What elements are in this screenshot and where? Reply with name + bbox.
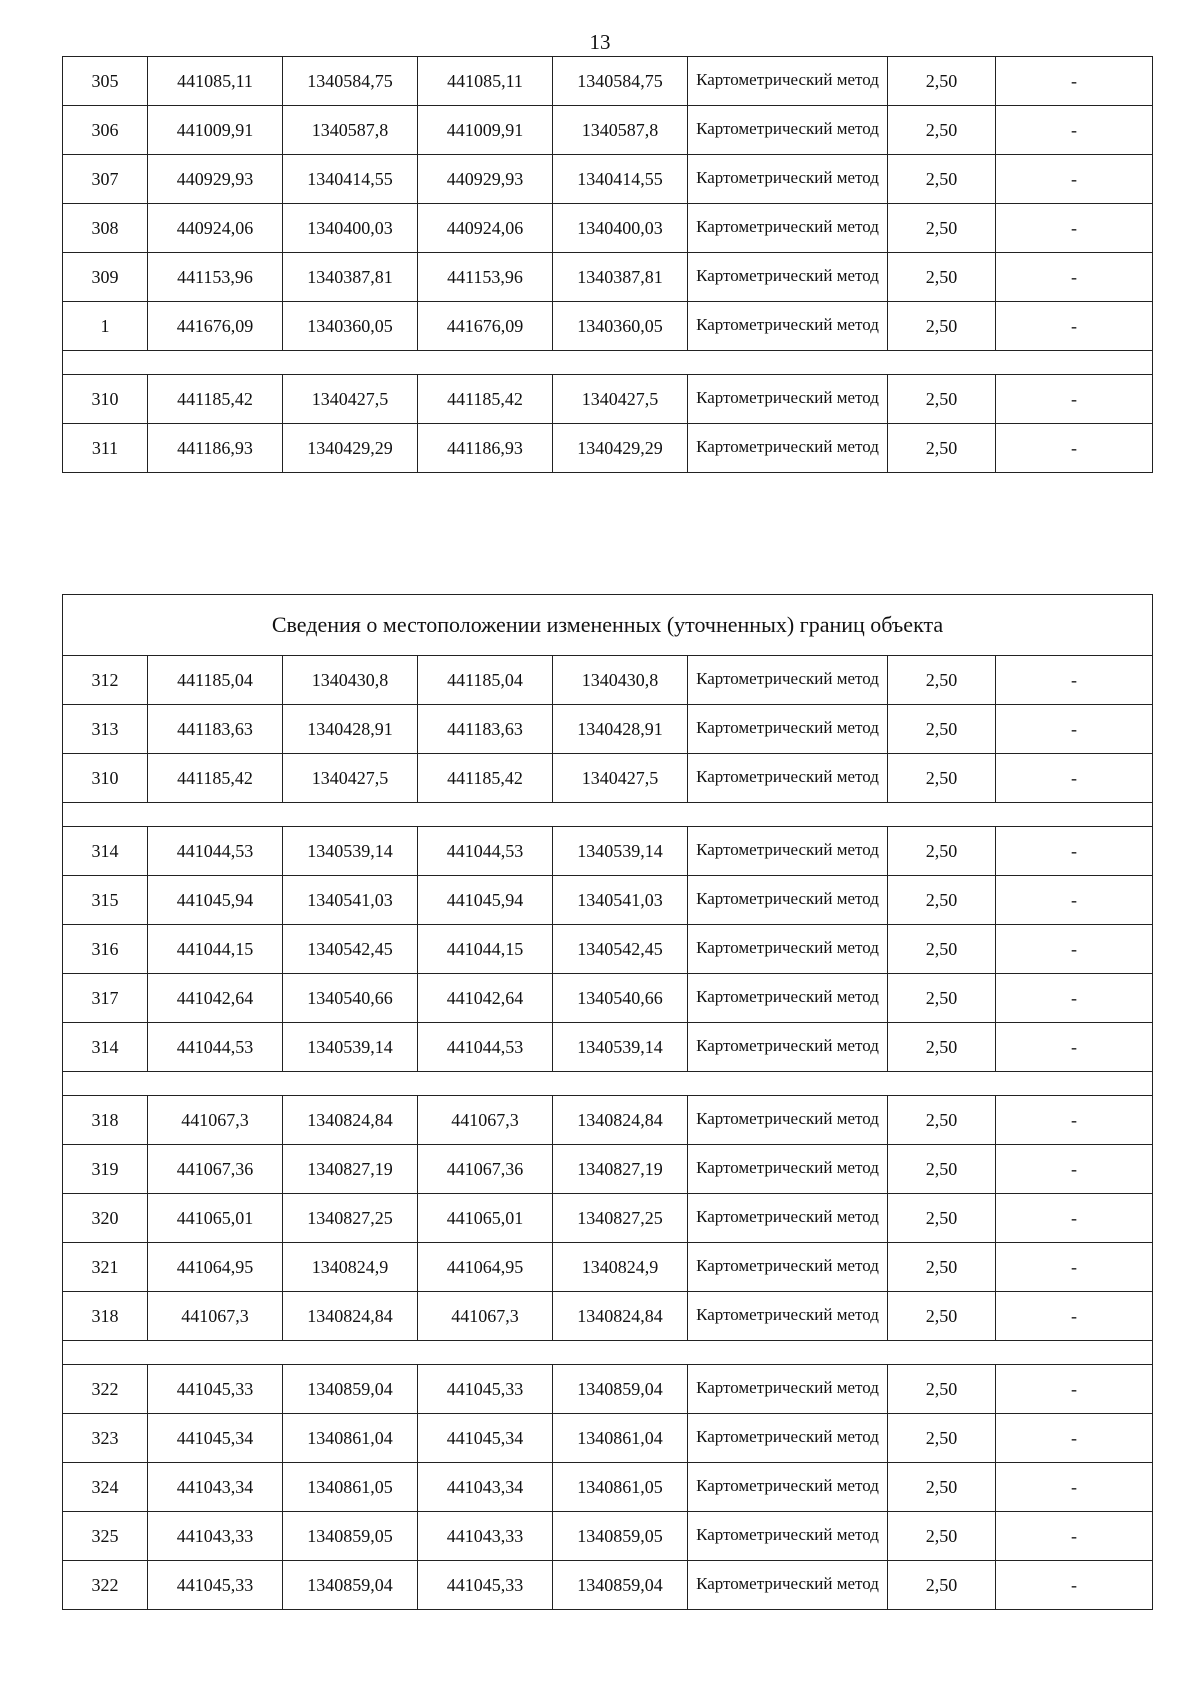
method-text: Картометрический метод <box>696 167 879 187</box>
y-coordinate-existing-cell: 1340428,91 <box>283 705 418 754</box>
point-number-cell: 321 <box>63 1243 148 1292</box>
y-coordinate-refined-cell: 1340539,14 <box>553 827 688 876</box>
method-text: Картометрический метод <box>696 717 879 737</box>
point-description-cell: - <box>996 1463 1153 1512</box>
method-text: Картометрический метод <box>696 69 879 89</box>
x-coordinate-existing-cell: 440929,93 <box>148 155 283 204</box>
x-coordinate-existing-cell: 441065,01 <box>148 1194 283 1243</box>
point-description-cell: - <box>996 155 1153 204</box>
y-coordinate-existing-cell: 1340859,05 <box>283 1512 418 1561</box>
point-number-cell: 314 <box>63 1023 148 1072</box>
point-number-cell: 322 <box>63 1365 148 1414</box>
point-number-cell: 322 <box>63 1561 148 1610</box>
determination-method-cell <box>688 1023 888 1072</box>
y-coordinate-existing-cell: 1340824,84 <box>283 1292 418 1341</box>
position-error-cell: 2,50 <box>888 1096 996 1145</box>
method-text: Картометрический метод <box>696 314 879 334</box>
x-coordinate-refined-cell: 440924,06 <box>418 204 553 253</box>
point-description-cell: - <box>996 106 1153 155</box>
x-coordinate-existing-cell: 441153,96 <box>148 253 283 302</box>
y-coordinate-existing-cell: 1340861,05 <box>283 1463 418 1512</box>
point-number-cell: 306 <box>63 106 148 155</box>
x-coordinate-existing-cell: 441676,09 <box>148 302 283 351</box>
point-description-cell: - <box>996 424 1153 473</box>
point-number-cell: 325 <box>63 1512 148 1561</box>
table-row <box>63 754 1153 803</box>
position-error-cell: 2,50 <box>888 1292 996 1341</box>
table-row <box>63 204 1153 253</box>
y-coordinate-refined-cell: 1340859,05 <box>553 1512 688 1561</box>
point-number-cell: 307 <box>63 155 148 204</box>
table-row <box>63 925 1153 974</box>
table-row <box>63 876 1153 925</box>
method-text: Картометрический метод <box>696 1426 879 1446</box>
point-description-cell: - <box>996 1096 1153 1145</box>
y-coordinate-existing-cell: 1340387,81 <box>283 253 418 302</box>
method-text: Картометрический метод <box>696 888 879 908</box>
point-description-cell: - <box>996 974 1153 1023</box>
separator-cell <box>63 803 1153 827</box>
point-number-cell: 313 <box>63 705 148 754</box>
position-error-cell: 2,50 <box>888 1463 996 1512</box>
determination-method-cell <box>688 155 888 204</box>
position-error-cell: 2,50 <box>888 253 996 302</box>
x-coordinate-refined-cell: 441044,53 <box>418 1023 553 1072</box>
point-number-cell: 310 <box>63 754 148 803</box>
x-coordinate-existing-cell: 441045,94 <box>148 876 283 925</box>
point-description-cell: - <box>996 1292 1153 1341</box>
x-coordinate-existing-cell: 441043,34 <box>148 1463 283 1512</box>
point-number-cell: 315 <box>63 876 148 925</box>
y-coordinate-existing-cell: 1340414,55 <box>283 155 418 204</box>
x-coordinate-refined-cell: 441067,36 <box>418 1145 553 1194</box>
y-coordinate-refined-cell: 1340400,03 <box>553 204 688 253</box>
table-row <box>63 1365 1153 1414</box>
x-coordinate-existing-cell: 441067,3 <box>148 1292 283 1341</box>
position-error-cell: 2,50 <box>888 974 996 1023</box>
table-row <box>63 1145 1153 1194</box>
point-number-cell: 318 <box>63 1096 148 1145</box>
x-coordinate-refined-cell: 441185,04 <box>418 656 553 705</box>
point-description-cell: - <box>996 204 1153 253</box>
position-error-cell: 2,50 <box>888 754 996 803</box>
point-description-cell: - <box>996 1194 1153 1243</box>
point-number-cell: 309 <box>63 253 148 302</box>
method-text: Картометрический метод <box>696 839 879 859</box>
point-description-cell: - <box>996 754 1153 803</box>
x-coordinate-existing-cell: 441045,33 <box>148 1561 283 1610</box>
y-coordinate-existing-cell: 1340539,14 <box>283 827 418 876</box>
x-coordinate-existing-cell: 441183,63 <box>148 705 283 754</box>
method-text: Картометрический метод <box>696 1377 879 1397</box>
point-number-cell: 323 <box>63 1414 148 1463</box>
x-coordinate-existing-cell: 440924,06 <box>148 204 283 253</box>
separator-row <box>63 803 1153 827</box>
table-row <box>63 424 1153 473</box>
x-coordinate-refined-cell: 441045,34 <box>418 1414 553 1463</box>
position-error-cell: 2,50 <box>888 827 996 876</box>
point-description-cell: - <box>996 57 1153 106</box>
method-text: Картометрический метод <box>696 1206 879 1226</box>
point-number-cell: 305 <box>63 57 148 106</box>
point-description-cell: - <box>996 1023 1153 1072</box>
table-row <box>63 974 1153 1023</box>
method-text: Картометрический метод <box>696 1524 879 1544</box>
point-number-cell: 324 <box>63 1463 148 1512</box>
point-description-cell: - <box>996 1243 1153 1292</box>
position-error-cell: 2,50 <box>888 1512 996 1561</box>
determination-method-cell <box>688 57 888 106</box>
point-number-cell: 317 <box>63 974 148 1023</box>
method-text: Картометрический метод <box>696 1108 879 1128</box>
table-row <box>63 705 1153 754</box>
point-number-cell: 314 <box>63 827 148 876</box>
y-coordinate-refined-cell: 1340387,81 <box>553 253 688 302</box>
y-coordinate-existing-cell: 1340400,03 <box>283 204 418 253</box>
method-text: Картометрический метод <box>696 216 879 236</box>
point-description-cell: - <box>996 1512 1153 1561</box>
position-error-cell: 2,50 <box>888 876 996 925</box>
x-coordinate-refined-cell: 441067,3 <box>418 1096 553 1145</box>
point-description-cell: - <box>996 705 1153 754</box>
y-coordinate-existing-cell: 1340859,04 <box>283 1561 418 1610</box>
position-error-cell: 2,50 <box>888 925 996 974</box>
position-error-cell: 2,50 <box>888 1365 996 1414</box>
y-coordinate-refined-cell: 1340859,04 <box>553 1561 688 1610</box>
table-row <box>63 1194 1153 1243</box>
method-text: Картометрический метод <box>696 1035 879 1055</box>
x-coordinate-existing-cell: 441044,53 <box>148 827 283 876</box>
x-coordinate-existing-cell: 441009,91 <box>148 106 283 155</box>
determination-method-cell <box>688 1292 888 1341</box>
position-error-cell: 2,50 <box>888 204 996 253</box>
table-row <box>63 106 1153 155</box>
y-coordinate-existing-cell: 1340541,03 <box>283 876 418 925</box>
method-text: Картометрический метод <box>696 387 879 407</box>
determination-method-cell <box>688 1194 888 1243</box>
y-coordinate-existing-cell: 1340584,75 <box>283 57 418 106</box>
y-coordinate-refined-cell: 1340861,04 <box>553 1414 688 1463</box>
y-coordinate-refined-cell: 1340827,19 <box>553 1145 688 1194</box>
y-coordinate-refined-cell: 1340584,75 <box>553 57 688 106</box>
position-error-cell: 2,50 <box>888 106 996 155</box>
method-text: Картометрический метод <box>696 265 879 285</box>
y-coordinate-refined-cell: 1340427,5 <box>553 375 688 424</box>
x-coordinate-existing-cell: 441085,11 <box>148 57 283 106</box>
position-error-cell: 2,50 <box>888 57 996 106</box>
method-text: Картометрический метод <box>696 1157 879 1177</box>
separator-cell <box>63 351 1153 375</box>
separator-cell <box>63 1341 1153 1365</box>
point-description-cell: - <box>996 253 1153 302</box>
determination-method-cell <box>688 424 888 473</box>
point-description-cell: - <box>996 302 1153 351</box>
method-text: Картометрический метод <box>696 1304 879 1324</box>
y-coordinate-existing-cell: 1340824,84 <box>283 1096 418 1145</box>
x-coordinate-refined-cell: 441043,33 <box>418 1512 553 1561</box>
position-error-cell: 2,50 <box>888 1194 996 1243</box>
x-coordinate-refined-cell: 441009,91 <box>418 106 553 155</box>
x-coordinate-refined-cell: 441067,3 <box>418 1292 553 1341</box>
determination-method-cell <box>688 1463 888 1512</box>
y-coordinate-existing-cell: 1340587,8 <box>283 106 418 155</box>
y-coordinate-existing-cell: 1340827,19 <box>283 1145 418 1194</box>
y-coordinate-refined-cell: 1340428,91 <box>553 705 688 754</box>
method-text: Картометрический метод <box>696 766 879 786</box>
y-coordinate-existing-cell: 1340429,29 <box>283 424 418 473</box>
determination-method-cell <box>688 876 888 925</box>
y-coordinate-refined-cell: 1340827,25 <box>553 1194 688 1243</box>
point-description-cell: - <box>996 1414 1153 1463</box>
point-description-cell: - <box>996 1145 1153 1194</box>
x-coordinate-refined-cell: 441044,53 <box>418 827 553 876</box>
method-text: Картометрический метод <box>696 668 879 688</box>
separator-row <box>63 1341 1153 1365</box>
method-text: Картометрический метод <box>696 1255 879 1275</box>
position-error-cell: 2,50 <box>888 1414 996 1463</box>
x-coordinate-refined-cell: 441085,11 <box>418 57 553 106</box>
point-number-cell: 312 <box>63 656 148 705</box>
y-coordinate-refined-cell: 1340430,8 <box>553 656 688 705</box>
point-description-cell: - <box>996 375 1153 424</box>
x-coordinate-refined-cell: 441045,33 <box>418 1365 553 1414</box>
point-description-cell: - <box>996 656 1153 705</box>
point-number-cell: 320 <box>63 1194 148 1243</box>
determination-method-cell <box>688 204 888 253</box>
y-coordinate-refined-cell: 1340541,03 <box>553 876 688 925</box>
y-coordinate-existing-cell: 1340861,04 <box>283 1414 418 1463</box>
x-coordinate-existing-cell: 441064,95 <box>148 1243 283 1292</box>
determination-method-cell <box>688 1414 888 1463</box>
changed-boundaries-table <box>62 594 1153 1610</box>
y-coordinate-refined-cell: 1340824,84 <box>553 1292 688 1341</box>
y-coordinate-refined-cell: 1340414,55 <box>553 155 688 204</box>
y-coordinate-refined-cell: 1340859,04 <box>553 1365 688 1414</box>
method-text: Картометрический метод <box>696 1573 879 1593</box>
determination-method-cell <box>688 302 888 351</box>
y-coordinate-existing-cell: 1340859,04 <box>283 1365 418 1414</box>
table-row <box>63 1292 1153 1341</box>
y-coordinate-existing-cell: 1340540,66 <box>283 974 418 1023</box>
table-row <box>63 375 1153 424</box>
method-text: Картометрический метод <box>696 986 879 1006</box>
table-row <box>63 1561 1153 1610</box>
y-coordinate-refined-cell: 1340824,9 <box>553 1243 688 1292</box>
x-coordinate-refined-cell: 440929,93 <box>418 155 553 204</box>
x-coordinate-refined-cell: 441186,93 <box>418 424 553 473</box>
method-text: Картометрический метод <box>696 937 879 957</box>
x-coordinate-existing-cell: 441044,53 <box>148 1023 283 1072</box>
point-description-cell: - <box>996 1561 1153 1610</box>
table-row <box>63 155 1153 204</box>
position-error-cell: 2,50 <box>888 705 996 754</box>
x-coordinate-existing-cell: 441186,93 <box>148 424 283 473</box>
y-coordinate-refined-cell: 1340542,45 <box>553 925 688 974</box>
position-error-cell: 2,50 <box>888 302 996 351</box>
determination-method-cell <box>688 656 888 705</box>
x-coordinate-refined-cell: 441153,96 <box>418 253 553 302</box>
method-text: Картометрический метод <box>696 1475 879 1495</box>
point-description-cell: - <box>996 925 1153 974</box>
y-coordinate-existing-cell: 1340824,9 <box>283 1243 418 1292</box>
position-error-cell: 2,50 <box>888 1243 996 1292</box>
x-coordinate-refined-cell: 441044,15 <box>418 925 553 974</box>
coordinates-table-continued <box>62 56 1153 473</box>
table-row <box>63 1512 1153 1561</box>
determination-method-cell <box>688 1365 888 1414</box>
y-coordinate-existing-cell: 1340542,45 <box>283 925 418 974</box>
determination-method-cell <box>688 754 888 803</box>
separator-cell <box>63 1072 1153 1096</box>
table-row <box>63 1463 1153 1512</box>
table-row <box>63 1023 1153 1072</box>
x-coordinate-existing-cell: 441045,34 <box>148 1414 283 1463</box>
point-number-cell: 1 <box>63 302 148 351</box>
position-error-cell: 2,50 <box>888 1561 996 1610</box>
determination-method-cell <box>688 1145 888 1194</box>
separator-row <box>63 1072 1153 1096</box>
table-row <box>63 656 1153 705</box>
y-coordinate-refined-cell: 1340587,8 <box>553 106 688 155</box>
table-body <box>63 57 1153 473</box>
table-title: Сведения о местоположении измененных (уточненных) границ объекта <box>63 595 1153 656</box>
position-error-cell: 2,50 <box>888 1023 996 1072</box>
x-coordinate-existing-cell: 441045,33 <box>148 1365 283 1414</box>
point-description-cell: - <box>996 876 1153 925</box>
method-text: Картометрический метод <box>696 436 879 456</box>
determination-method-cell <box>688 827 888 876</box>
y-coordinate-existing-cell: 1340827,25 <box>283 1194 418 1243</box>
x-coordinate-refined-cell: 441045,33 <box>418 1561 553 1610</box>
point-number-cell: 310 <box>63 375 148 424</box>
x-coordinate-refined-cell: 441185,42 <box>418 375 553 424</box>
y-coordinate-refined-cell: 1340360,05 <box>553 302 688 351</box>
x-coordinate-refined-cell: 441183,63 <box>418 705 553 754</box>
table-row <box>63 302 1153 351</box>
x-coordinate-refined-cell: 441045,94 <box>418 876 553 925</box>
point-description-cell: - <box>996 827 1153 876</box>
point-number-cell: 308 <box>63 204 148 253</box>
x-coordinate-refined-cell: 441065,01 <box>418 1194 553 1243</box>
determination-method-cell <box>688 1243 888 1292</box>
determination-method-cell <box>688 1096 888 1145</box>
page-number: 13 <box>589 30 611 54</box>
x-coordinate-refined-cell: 441064,95 <box>418 1243 553 1292</box>
y-coordinate-existing-cell: 1340539,14 <box>283 1023 418 1072</box>
table-row <box>63 1243 1153 1292</box>
y-coordinate-existing-cell: 1340427,5 <box>283 754 418 803</box>
y-coordinate-refined-cell: 1340427,5 <box>553 754 688 803</box>
x-coordinate-existing-cell: 441042,64 <box>148 974 283 1023</box>
x-coordinate-existing-cell: 441067,36 <box>148 1145 283 1194</box>
x-coordinate-existing-cell: 441067,3 <box>148 1096 283 1145</box>
y-coordinate-refined-cell: 1340824,84 <box>553 1096 688 1145</box>
x-coordinate-existing-cell: 441185,42 <box>148 754 283 803</box>
determination-method-cell <box>688 106 888 155</box>
position-error-cell: 2,50 <box>888 656 996 705</box>
x-coordinate-existing-cell: 441043,33 <box>148 1512 283 1561</box>
determination-method-cell <box>688 1561 888 1610</box>
determination-method-cell <box>688 974 888 1023</box>
table-body <box>63 595 1153 1610</box>
point-number-cell: 318 <box>63 1292 148 1341</box>
table-row <box>63 1096 1153 1145</box>
y-coordinate-existing-cell: 1340430,8 <box>283 656 418 705</box>
determination-method-cell <box>688 1512 888 1561</box>
determination-method-cell <box>688 705 888 754</box>
table-title-row <box>63 595 1153 656</box>
y-coordinate-refined-cell: 1340861,05 <box>553 1463 688 1512</box>
determination-method-cell <box>688 253 888 302</box>
position-error-cell: 2,50 <box>888 424 996 473</box>
x-coordinate-refined-cell: 441676,09 <box>418 302 553 351</box>
position-error-cell: 2,50 <box>888 1145 996 1194</box>
y-coordinate-refined-cell: 1340429,29 <box>553 424 688 473</box>
method-text: Картометрический метод <box>696 118 879 138</box>
point-number-cell: 311 <box>63 424 148 473</box>
determination-method-cell <box>688 375 888 424</box>
table-row <box>63 827 1153 876</box>
point-number-cell: 319 <box>63 1145 148 1194</box>
point-description-cell: - <box>996 1365 1153 1414</box>
point-number-cell: 316 <box>63 925 148 974</box>
x-coordinate-refined-cell: 441185,42 <box>418 754 553 803</box>
x-coordinate-existing-cell: 441185,42 <box>148 375 283 424</box>
table-row <box>63 253 1153 302</box>
table-row <box>63 57 1153 106</box>
y-coordinate-existing-cell: 1340427,5 <box>283 375 418 424</box>
x-coordinate-existing-cell: 441044,15 <box>148 925 283 974</box>
determination-method-cell <box>688 925 888 974</box>
position-error-cell: 2,50 <box>888 155 996 204</box>
y-coordinate-refined-cell: 1340540,66 <box>553 974 688 1023</box>
x-coordinate-refined-cell: 441043,34 <box>418 1463 553 1512</box>
y-coordinate-refined-cell: 1340539,14 <box>553 1023 688 1072</box>
x-coordinate-refined-cell: 441042,64 <box>418 974 553 1023</box>
x-coordinate-existing-cell: 441185,04 <box>148 656 283 705</box>
separator-row <box>63 351 1153 375</box>
table-row <box>63 1414 1153 1463</box>
position-error-cell: 2,50 <box>888 375 996 424</box>
y-coordinate-existing-cell: 1340360,05 <box>283 302 418 351</box>
